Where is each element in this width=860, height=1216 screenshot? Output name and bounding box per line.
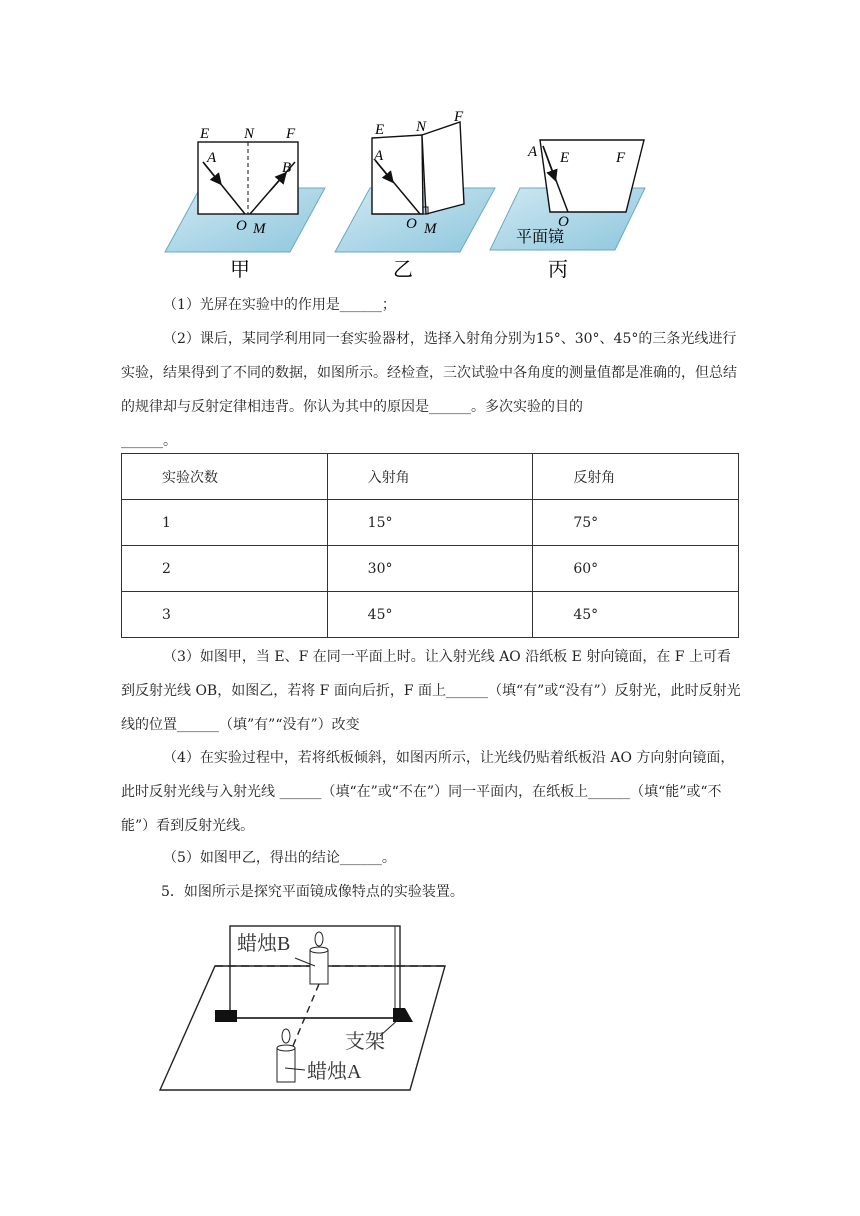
label-n: N [244, 126, 255, 142]
question-1: （1）光屏在实验中的作用是______； [163, 297, 396, 313]
question-4: （4）在实验过程中，若将纸板倾斜，如图丙所示，让光线仍贴着纸板沿 AO 方向射向镜面，此时反射光线与入射光线 ______（填“在”或“不在”）同一平面内，在纸板上______（填“能”或“不能”）看到反射光线。 [121, 750, 735, 834]
caption-jia: 甲 [230, 259, 250, 281]
tilted-paper-board [540, 140, 644, 212]
table-cell: 30° [327, 546, 533, 592]
label-e: E [375, 122, 385, 138]
paper-board-f [422, 122, 464, 214]
table-cell: 2 [122, 546, 328, 592]
label-a: A [374, 148, 384, 164]
question-2-end: ______。 [121, 433, 177, 449]
plane-mirror-apparatus-figure [155, 918, 455, 1098]
table-header-cell: 入射角 [327, 454, 533, 500]
candle-b [310, 932, 328, 984]
label-stand: 支架 [345, 1031, 385, 1053]
label-m: M [253, 221, 266, 237]
data-table [121, 453, 739, 638]
label-e: E [200, 126, 210, 142]
label-o: O [558, 214, 569, 230]
table-row [122, 546, 739, 592]
question-3: （3）如图甲，当 E、F 在同一平面上时。让入射光线 AO 沿纸板 E 射向镜面，在 F 上可看到反射光线 OB，如图乙，若将 F 面向后折，F 面上______（填“有”或“没有”）反射光，此时反射光线的位置______（填”有”“没有”）改变 [121, 649, 741, 733]
table-cell: 3 [122, 592, 328, 638]
reflection-experiment-figure [160, 100, 650, 290]
table-cell: 60° [533, 546, 739, 592]
question-5: （5）如图甲乙，得出的结论______。 [163, 850, 396, 866]
table-cell: 75° [533, 500, 739, 546]
label-m: M [424, 221, 437, 237]
table-row [122, 500, 739, 546]
panel-bing [490, 140, 645, 281]
problem-5: 5．如图所示是探究平面镜成像特点的实验装置。 [161, 884, 464, 900]
label-f: F [454, 109, 464, 125]
label-e: E [560, 150, 570, 166]
label-f: F [616, 150, 626, 166]
caption-yi: 乙 [393, 259, 413, 281]
panel-jia [165, 126, 325, 281]
label-mirror: 平面镜 [516, 229, 565, 246]
paper-board-e [372, 135, 423, 214]
table-cell: 15° [327, 500, 533, 546]
label-o: O [406, 216, 417, 232]
table-header-cell: 反射角 [533, 454, 739, 500]
label-a: A [528, 144, 538, 160]
label-candle-b: 蜡烛B [237, 933, 291, 955]
label-f: F [286, 126, 296, 142]
panel-yi [335, 109, 495, 281]
label-candle-a: 蜡烛A [307, 1061, 362, 1083]
table-surface [160, 966, 445, 1090]
question-2: （2）课后，某同学利用同一套实验器材，选择入射角分别为15°、30°、45°的三条光线进行实验，结果得到了不同的数据，如图所示。经检查，三次试验中各角度的测量值都是准确的，但总结的规律却与反射定律相违背。你认为其中的原因是______。多次实验的目的 [121, 331, 737, 415]
label-o: O [236, 218, 247, 234]
caption-bing: 丙 [548, 259, 568, 281]
table-header-row [122, 454, 739, 500]
table-cell: 45° [533, 592, 739, 638]
table-cell: 1 [122, 500, 328, 546]
table-cell: 45° [327, 592, 533, 638]
label-n: N [416, 119, 427, 135]
label-b: B [282, 160, 292, 176]
table-header-cell: 实验次数 [122, 454, 328, 500]
table-row [122, 592, 739, 638]
label-a: A [207, 150, 217, 166]
